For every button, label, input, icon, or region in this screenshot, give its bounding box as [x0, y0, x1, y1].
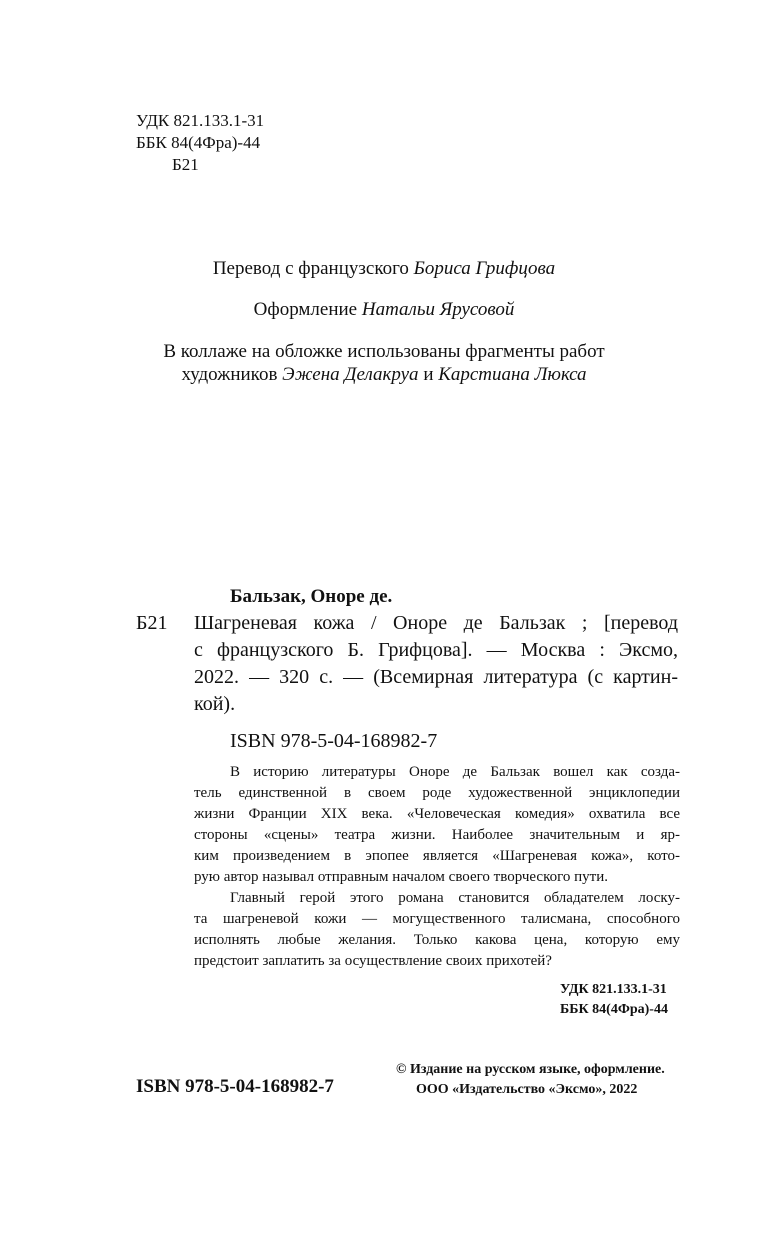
author-sign-code: Б21 — [172, 155, 199, 174]
collage-line-2 — [0, 363, 768, 386]
udk-code: УДК 821.133.1-31 — [136, 111, 265, 130]
translation-credit — [0, 257, 768, 280]
record-line-4: кой). — [194, 693, 236, 715]
collage-and: и — [418, 364, 439, 385]
annotation-paragraph-2 — [194, 888, 680, 972]
annotation-line: исполнять любые желания. Только какова цена, которую ему — [194, 932, 680, 948]
copyright-line-2: ООО «Издательство «Эксмо», 2022 — [416, 1082, 638, 1097]
copyright-line-1: © Издание на русском языке, оформление. — [396, 1062, 665, 1077]
collage-credit — [0, 340, 768, 386]
record-line-1: Шагреневая кожа / Оноре де Бальзак ; [перевод — [194, 612, 678, 634]
annotation-line: предстоит заплатить за осуществление своих прихотей? — [194, 953, 552, 969]
annotation-line: тель единственной в своем роде художественной энциклопедии — [194, 785, 680, 801]
annotation-line: Главный герой этого романа становится обладателем лоску- — [230, 890, 680, 906]
bbk-code: ББК 84(4Фра)-44 — [136, 133, 261, 152]
classification-block — [136, 110, 264, 176]
artist-1: Эжена Делакруа — [282, 364, 419, 385]
designer-name: Натальи Ярусовой — [361, 299, 515, 320]
record-author: Бальзак, Оноре де. — [230, 586, 393, 607]
record-isbn: ISBN 978-5-04-168982-7 — [230, 730, 438, 752]
footer-bbk: ББК 84(4Фра)-44 — [560, 1002, 668, 1017]
artist-2: Карстиана Люкса — [438, 364, 587, 385]
collage-line-1: В коллаже на обложке использованы фрагменты работ — [163, 341, 605, 362]
annotation-line: жизни Франции XIX века. «Человеческая комедия» охватила все — [194, 806, 680, 822]
footer-isbn: ISBN 978-5-04-168982-7 — [136, 1076, 334, 1097]
bibliographic-record — [194, 610, 678, 718]
footer-udk: УДК 821.133.1-31 — [560, 982, 667, 997]
design-credit — [0, 298, 768, 321]
annotation-line: рую автор называл отправным началом своего творческого пути. — [194, 869, 608, 885]
translator-name: Бориса Грифцова — [413, 258, 556, 279]
record-line-3: 2022. — 320 с. — (Всемирная литература (с картин- — [194, 666, 678, 688]
record-line-2: с французского Б. Грифцова]. — Москва : Эксмо, — [194, 639, 678, 661]
record-code: Б21 — [136, 612, 168, 634]
annotation-line: ким произведением в эпопее является «Шагреневая кожа», кото- — [194, 848, 680, 864]
annotation — [194, 762, 680, 972]
collage-prefix: художников — [181, 364, 283, 385]
translation-prefix: Перевод с французского — [212, 258, 414, 279]
footer-classification — [560, 980, 668, 1020]
design-prefix: Оформление — [253, 299, 362, 320]
annotation-line: та шагреневой кожи — могущественного талисмана, способного — [194, 911, 680, 927]
copyright-notice — [396, 1060, 665, 1100]
annotation-line: В историю литературы Оноре де Бальзак вошел как созда- — [230, 764, 680, 780]
annotation-line: стороны «сцены» театра жизни. Наиболее значительным и яр- — [194, 827, 680, 843]
annotation-paragraph-1 — [194, 762, 680, 888]
